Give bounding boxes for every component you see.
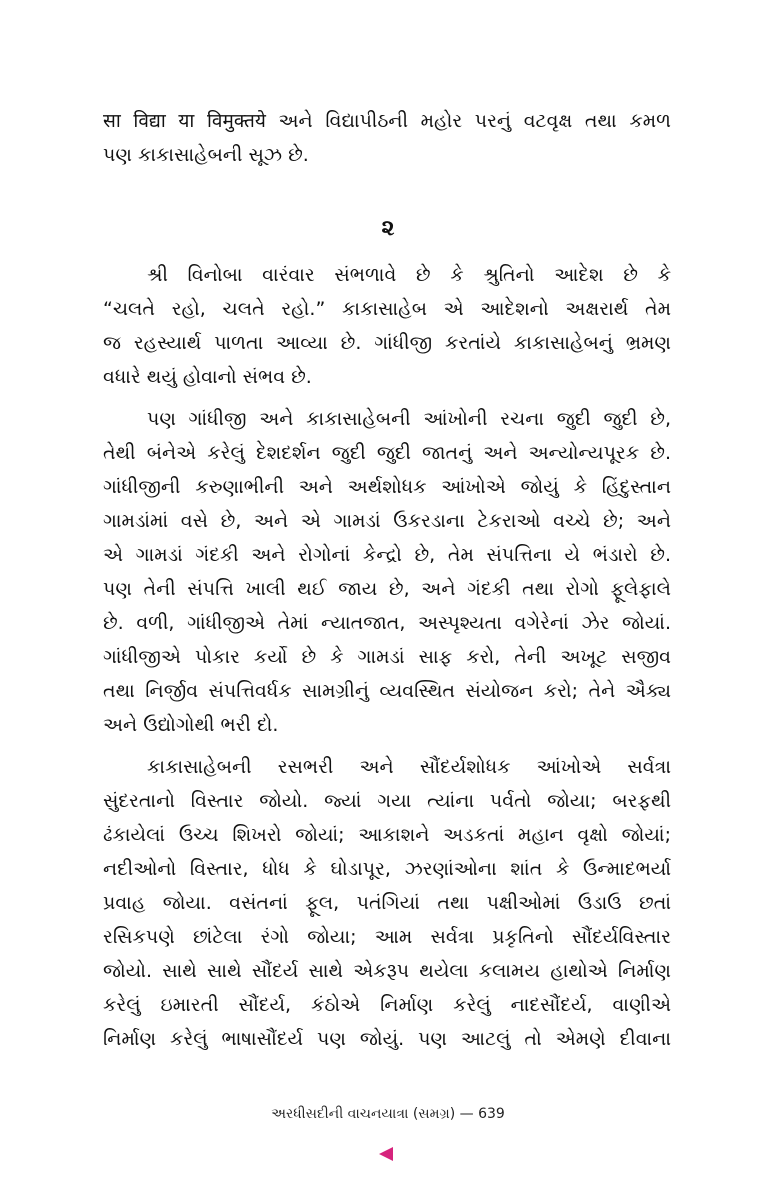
text-line: અને ઉદ્યોગોથી ભરી દો. (103, 714, 279, 736)
text-line: ગાંધીજીએ પોકાર કર્યો છે કે ગામડાં સાફ કરો, તેની અખૂટ સજીવ (103, 646, 671, 668)
text-line: કરેલું ઇમારતી સૌંદર્ય, કંઠોએ નિર્માણ કરેલું નાદસૌંદર્ય, વાણીએ (103, 994, 671, 1016)
paragraph-2 (103, 402, 671, 742)
section-number: ૨ (381, 216, 395, 241)
text-line: વધારે થયું હોવાનો સંભવ છે. (103, 366, 312, 388)
text-line: પણ કાકાસાહેબની સૂઝ છે. (103, 144, 309, 166)
text-line: ઢંકાયેલાં ઉચ્ચ શિખરો જોયાં; આકાશને અડકતાં મહાન વૃક્ષો જોયાં; (103, 824, 671, 846)
text-line: તેથી બંનેએ કરેલું દેશદર્શન જુદી જુદી જાતનું અને અન્યોન્યપૂરક છે. (103, 442, 671, 464)
text-line: જ રહસ્યાર્થ પાળતા આવ્યા છે. ગાંધીજી કરતાંયે કાકાસાહેબનું ભ્રમણ (103, 332, 671, 354)
text-line: તથા નિર્જીવ સંપત્તિવર્ધક સામગ્રીનું વ્યવસ્થિત સંયોજન કરો; તેને ઐક્ય (103, 680, 671, 702)
text-line: છે. વળી, ગાંધીજીએ તેમાં ન્યાતજાત, અસ્પૃશ્યતા વગેરેનાં ઝેર જોયાં. (103, 612, 671, 634)
text-line: પણ તેની સંપત્તિ ખાલી થઈ જાય છે, અને ગંદકી તથા રોગો ફૂલેફાલે (103, 578, 671, 600)
paragraph-gap (103, 394, 671, 402)
intro-paragraph (103, 104, 671, 172)
paragraph-3 (103, 750, 671, 1056)
text-line: “ચલતે રહો, ચલતે રહો.” કાકાસાહેબ એ આદેશનો અક્ષરાર્થ તેમ (103, 298, 671, 320)
previous-page-arrow-icon[interactable] (379, 1147, 393, 1161)
paragraph-1 (103, 258, 671, 394)
text-line: ગાંધીજીની કરુણાભીની અને અર્થશોધક આંખોએ જોયું કે હિંદુસ્તાન (103, 476, 671, 498)
text-line: કાકાસાહેબની રસભરી અને સૌંદર્યશોધક આંખોએ સર્વત્રા (147, 756, 671, 778)
text-line: પ્રવાહ જોયા. વસંતનાં ફૂલ, પતંગિયાં તથા પક્ષીઓમાં ઉડાઉ છતાં (103, 892, 671, 914)
text-line: જોયો. સાથે સાથે સૌંદર્ય સાથે એકરૂપ થયેલા કલામય હાથોએ નિર્માણ (103, 960, 671, 982)
text-line: ગામડાંમાં વસે છે, અને એ ગામડાં ઉકરડાના ટેકરાઓ વચ્ચે છે; અને (103, 510, 671, 532)
text-line: રસિકપણે છાંટેલા રંગો જોયા; આમ સર્વત્રા પ્રકૃતિનો સૌંદર્યવિસ્તાર (103, 926, 671, 948)
page-footer: અરધીસદીની વાચનયાત્રા (સમગ્ર) — 639 (271, 1106, 505, 1122)
text-line: એ ગામડાં ગંદકી અને રોગોનાં કેન્દ્રો છે, તેમ સંપત્તિના યે ભંડારો છે. (103, 544, 671, 566)
text-line: શ્રી વિનોબા વારંવાર સંભળાવે છે કે શ્રુતિનો આદેશ છે કે (147, 264, 671, 286)
text-line: નિર્માણ કરેલું ભાષાસૌંદર્ય પણ જોયું. પણ આટલું તો એમણે દીવાના (103, 1028, 671, 1050)
text-line: સુંદરતાનો વિસ્તાર જોયો. જ્યાં ગયા ત્યાંના પર્વતો જોયા; બરફથી (103, 790, 671, 812)
text-line: નદીઓનો વિસ્તાર, ધોધ કે ઘોડાપૂર, ઝરણાંઓના શાંત કે ઉન્માદભર્યા (103, 858, 671, 880)
text-line: પણ ગાંધીજી અને કાકાસાહેબની આંખોની રચના જુદી જુદી છે, (147, 408, 671, 430)
paragraph-gap (103, 742, 671, 750)
text-line: सा विद्या या विमुक्तये અને વિદ્યાપીઠની મહોર પરનું વટવૃક્ષ તથા કમળ (103, 110, 671, 132)
body-text (103, 258, 671, 1056)
